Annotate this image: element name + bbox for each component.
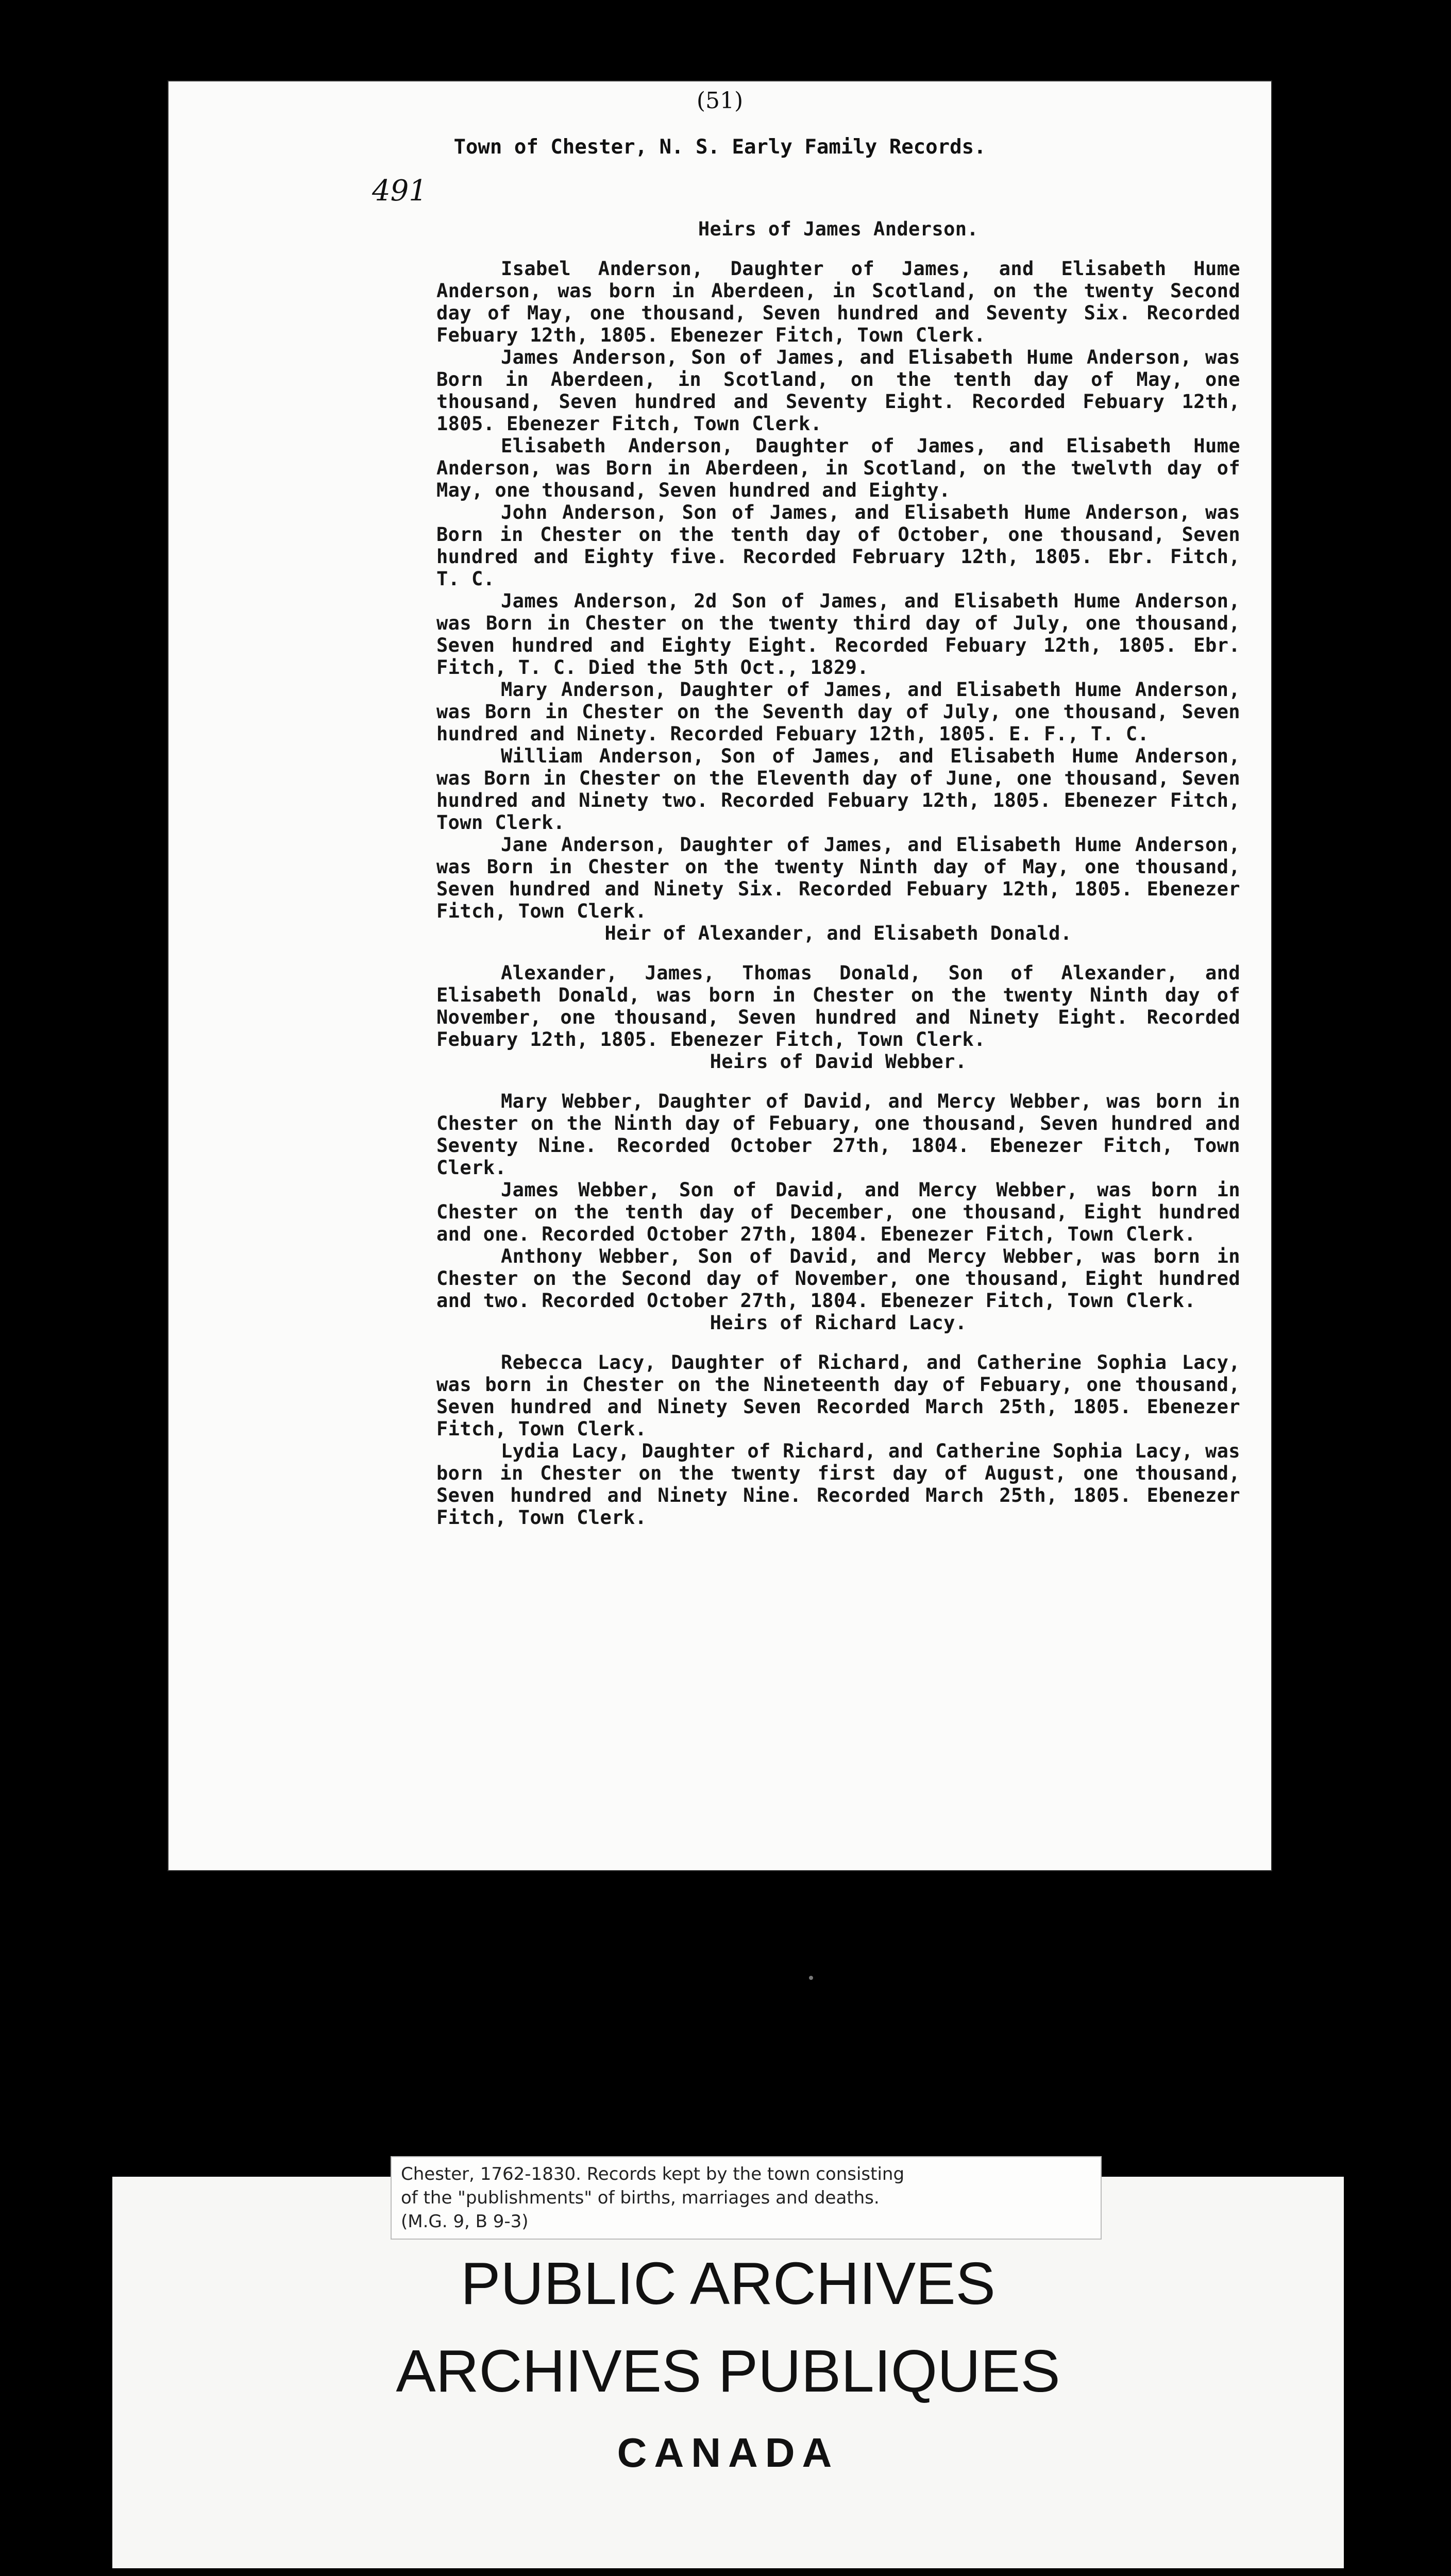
slip-line: Chester, 1762-1830. Records kept by the town consisting	[401, 2164, 905, 2184]
page-number: (51)	[696, 88, 744, 114]
film-dust-speck	[809, 1976, 813, 1980]
archives-name-french: ARCHIVES PUBLIQUES	[396, 2337, 1060, 2404]
archives-name-english: PUBLIC ARCHIVES	[461, 2250, 996, 2317]
family-record: James Webber, Son of David, and Mercy Webber, was born in Chester on the tenth day of December, one thousand, Eight hundred and one. Recorded October 27th, 1804. Ebenezer Fitch, Town Clerk.	[436, 1179, 1240, 1245]
section-heading: Heirs of James Anderson.	[698, 218, 979, 240]
family-record: Mary Webber, Daughter of David, and Mercy Webber, was born in Chester on the Ninth day of Febuary, one thousand, Seven hundred and Seventy Nine. Recorded October 27th, 1804. Ebenezer Fitch, Town Clerk.	[436, 1090, 1240, 1179]
family-record: James Anderson, 2d Son of James, and Elisabeth Hume Anderson, was Born in Chester on the twenty third day of July, one thousand, Seven hundred and Eighty Eight. Recorded Febuary 12th, 1805. Ebr. Fitch, T. C. Died the 5th Oct., 1829.	[436, 590, 1240, 679]
family-record: William Anderson, Son of James, and Elisabeth Hume Anderson, was Born in Chester on the Eleventh day of June, one thousand, Seven hundred and Ninety two. Recorded Febuary 12th, 1805. Ebenezer Fitch, Town Clerk.	[436, 745, 1240, 834]
slip-line: (M.G. 9, B 9-3)	[401, 2211, 529, 2232]
record-section	[436, 922, 1240, 1050]
family-record: Elisabeth Anderson, Daughter of James, and Elisabeth Hume Anderson, was Born in Aberdeen, in Scotland, on the twelvth day of May, one thousand, Seven hundred and Eighty.	[436, 435, 1240, 501]
family-record: Alexander, James, Thomas Donald, Son of Alexander, and Elisabeth Donald, was born in Chester on the twenty Ninth day of November, one thousand, Seven hundred and Ninety Eight. Recorded Febuary 12th, 1805. Ebenezer Fitch, Town Clerk.	[436, 962, 1240, 1050]
family-record: Mary Anderson, Daughter of James, and Elisabeth Hume Anderson, was Born in Chester on the Seventh day of July, one thousand, Seven hundred and Ninety. Recorded Febuary 12th, 1805. E. F., T. C.	[436, 679, 1240, 745]
family-record: John Anderson, Son of James, and Elisabeth Hume Anderson, was Born in Chester on the tenth day of October, one thousand, Seven hundred and Eighty five. Recorded February 12th, 1805. Ebr. Fitch, T. C.	[436, 501, 1240, 590]
section-heading: Heir of Alexander, and Elisabeth Donald.	[604, 922, 1072, 944]
family-record: James Anderson, Son of James, and Elisabeth Hume Anderson, was Born in Aberdeen, in Scotland, on the tenth day of May, one thousand, Seven hundred and Seventy Eight. Recorded Febuary 12th, 1805. Ebenezer Fitch, Town Clerk.	[436, 346, 1240, 435]
record-section	[436, 218, 1240, 922]
section-heading: Heirs of Richard Lacy.	[710, 1312, 967, 1334]
record-section	[436, 1312, 1240, 1529]
section-heading: Heirs of David Webber.	[710, 1050, 967, 1073]
record-section	[436, 1050, 1240, 1312]
family-record: Rebecca Lacy, Daughter of Richard, and Catherine Sophia Lacy, was born in Chester on the Nineteenth day of Febuary, one thousand, Seven hundred and Ninety Seven Recorded March 25th, 1805. Ebenezer Fitch, Town Clerk.	[436, 1351, 1240, 1440]
family-record: Jane Anderson, Daughter of James, and Elisabeth Hume Anderson, was Born in Chester on the twenty Ninth day of May, one thousand, Seven hundred and Ninety Six. Recorded Febuary 12th, 1805. Ebenezer Fitch, Town Clerk.	[436, 834, 1240, 922]
document-body	[436, 218, 1240, 1529]
archive-label-card	[112, 2164, 1344, 2568]
archives-country: CANADA	[617, 2430, 839, 2476]
document-title: Town of Chester, N. S. Early Family Records.	[453, 135, 986, 159]
document-page	[168, 81, 1271, 1870]
margin-note: 491	[372, 174, 427, 208]
family-record: Isabel Anderson, Daughter of James, and Elisabeth Hume Anderson, was born in Aberdeen, in Scotland, on the twenty Second day of May, one thousand, Seven hundred and Seventy Six. Recorded Febuary 12th, 1805. Ebenezer Fitch, Town Clerk.	[436, 258, 1240, 346]
catalog-slip	[391, 2156, 1102, 2240]
family-record: Lydia Lacy, Daughter of Richard, and Catherine Sophia Lacy, was born in Chester on the twenty first day of August, one thousand, Seven hundred and Ninety Nine. Recorded March 25th, 1805. Ebenezer Fitch, Town Clerk.	[436, 1440, 1240, 1529]
slip-line: of the "publishments" of births, marriages and deaths.	[401, 2188, 880, 2208]
family-record: Anthony Webber, Son of David, and Mercy Webber, was born in Chester on the Second day of November, one thousand, Eight hundred and two. Recorded October 27th, 1804. Ebenezer Fitch, Town Clerk.	[436, 1245, 1240, 1312]
